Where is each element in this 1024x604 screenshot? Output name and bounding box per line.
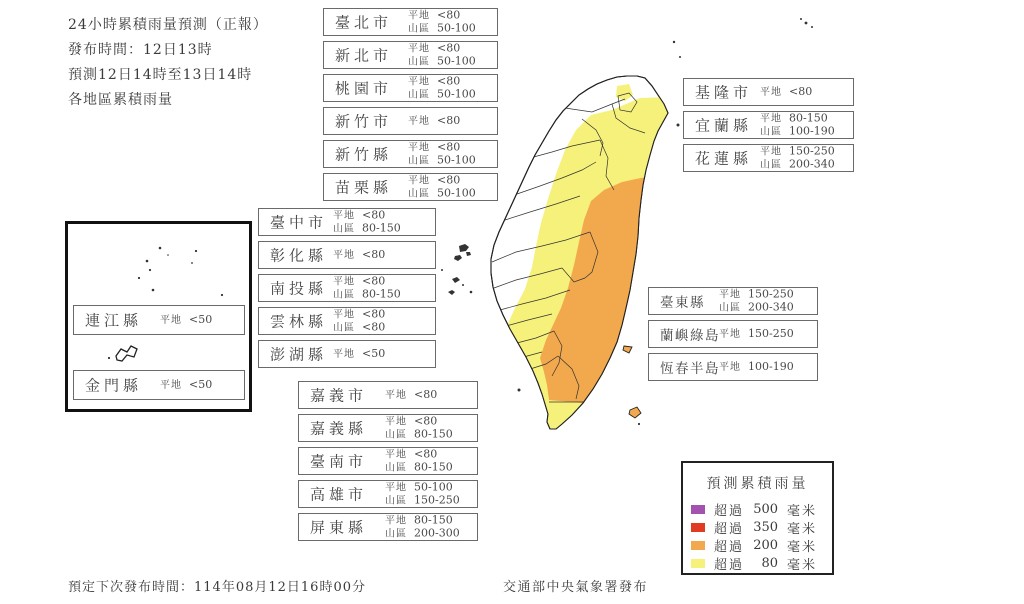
- rainfall-range: <80: [437, 114, 461, 127]
- value-row: [408, 10, 476, 22]
- legend-row: [691, 536, 832, 554]
- value-row: [408, 43, 476, 55]
- region-values: [160, 379, 212, 391]
- region-name: 連江縣: [85, 311, 143, 330]
- rainfall-range: 50-100: [437, 21, 476, 35]
- region-box: [323, 74, 498, 102]
- terrain-label: 平地: [333, 250, 355, 261]
- legend-rows: [691, 500, 832, 572]
- region-name: 恆春半島: [660, 361, 720, 377]
- terrain-label: 山區: [408, 23, 430, 35]
- terrain-label: 平地: [333, 276, 355, 288]
- region-name: 臺東縣: [660, 295, 705, 311]
- rainfall-range: <80: [362, 274, 386, 288]
- region-name: 臺南市: [310, 452, 368, 471]
- terrain-label: 平地: [385, 515, 407, 527]
- region-box: [648, 353, 818, 381]
- legend-unit-label: 毫米: [787, 539, 818, 555]
- terrain-label: 山區: [760, 126, 782, 138]
- legend-exceed-label: 超過: [714, 539, 745, 555]
- rainfall-range: <80: [414, 414, 438, 428]
- rainfall-range: 200-340: [789, 157, 835, 171]
- rainfall-range: <80: [362, 320, 386, 334]
- legend-threshold-value: 500: [753, 501, 779, 517]
- agency-text: 交通部中央氣象署發布: [503, 580, 649, 595]
- legend-color-swatch: [691, 541, 705, 550]
- terrain-label: 平地: [719, 362, 741, 373]
- region-group-kinmen: [73, 370, 245, 405]
- region-name: 彰化縣: [270, 246, 328, 265]
- rainfall-range: 50-100: [437, 186, 476, 200]
- rainfall-range: 80-150: [789, 111, 828, 125]
- value-row: [719, 289, 794, 301]
- rainfall-range: 80-150: [414, 513, 453, 527]
- terrain-label: 平地: [408, 142, 430, 154]
- rainfall-range: 80-150: [362, 287, 401, 301]
- region-values: [385, 449, 453, 474]
- rainfall-range: 80-150: [414, 427, 453, 441]
- value-row: [719, 302, 794, 314]
- region-group-north: [323, 8, 498, 206]
- value-row: [760, 126, 835, 138]
- value-row: [760, 146, 835, 158]
- region-box: [648, 287, 818, 315]
- region-values: [408, 76, 476, 101]
- region-values: [385, 416, 453, 441]
- terrain-label: 平地: [760, 146, 782, 158]
- value-row: [333, 223, 401, 235]
- legend-color-swatch: [691, 559, 705, 568]
- terrain-label: 平地: [160, 315, 182, 326]
- value-row: [385, 449, 453, 461]
- value-row: [333, 348, 385, 360]
- region-box: [648, 320, 818, 348]
- legend-box: [681, 461, 834, 575]
- rainfall-range: 50-100: [437, 87, 476, 101]
- region-box: [323, 41, 498, 69]
- rainfall-range: 80-150: [362, 221, 401, 235]
- forecast-window-line: 預測12日14時至13日14時: [68, 67, 253, 83]
- value-row: [160, 314, 212, 326]
- value-row: [333, 210, 401, 222]
- region-values: [760, 86, 812, 98]
- rainfall-range: 200-340: [748, 300, 794, 314]
- rainfall-range: 200-300: [414, 526, 460, 540]
- terrain-label: 平地: [333, 210, 355, 222]
- region-name: 雲林縣: [270, 312, 328, 331]
- region-values: [385, 482, 460, 507]
- value-row: [408, 76, 476, 88]
- value-row: [385, 429, 453, 441]
- region-box: [323, 8, 498, 36]
- value-row: [760, 159, 835, 171]
- rainfall-range: <80: [362, 208, 386, 222]
- value-row: [385, 528, 460, 540]
- terrain-label: 平地: [719, 289, 741, 301]
- region-box: [298, 480, 478, 508]
- rainfall-range: <80: [362, 248, 386, 261]
- legend-row: [691, 554, 832, 572]
- region-name: 屏東縣: [310, 518, 368, 537]
- rainfall-range: <80: [437, 140, 461, 154]
- rainfall-range: 50-100: [437, 153, 476, 167]
- value-row: [408, 155, 476, 167]
- region-values: [333, 276, 401, 301]
- region-name: 花蓮縣: [695, 149, 753, 168]
- terrain-label: 山區: [333, 322, 355, 334]
- region-values: [760, 146, 835, 171]
- legend-title: 預測累積雨量: [706, 476, 809, 492]
- value-row: [719, 361, 794, 373]
- value-row: [408, 56, 476, 68]
- legend-threshold-value: 200: [753, 537, 779, 553]
- region-values: [719, 289, 794, 314]
- region-box: [298, 381, 478, 409]
- region-name: 基隆市: [695, 83, 753, 102]
- terrain-label: 平地: [385, 482, 407, 494]
- region-group-midwest: [258, 208, 436, 373]
- region-values: [408, 175, 476, 200]
- region-box: [298, 414, 478, 442]
- region-box: [258, 340, 436, 368]
- value-row: [385, 462, 453, 474]
- value-row: [408, 89, 476, 101]
- value-row: [333, 309, 385, 321]
- legend-exceed-label: 超過: [714, 521, 745, 537]
- rainfall-range: 50-100: [437, 54, 476, 68]
- value-row: [719, 328, 794, 340]
- terrain-label: 平地: [719, 329, 741, 340]
- legend-exceed-label: 超過: [714, 557, 745, 573]
- legend-color-swatch: [691, 505, 705, 514]
- region-name: 臺北市: [335, 13, 393, 32]
- region-name: 桃園市: [335, 79, 393, 98]
- region-group-lienchiang: [73, 305, 245, 340]
- terrain-label: 山區: [760, 159, 782, 171]
- region-box: [258, 241, 436, 269]
- region-name: 新竹市: [335, 112, 393, 131]
- terrain-label: 山區: [385, 495, 407, 507]
- rainfall-range: 100-190: [789, 124, 835, 138]
- value-row: [160, 379, 212, 391]
- region-box: [258, 274, 436, 302]
- legend-unit-label: 毫米: [787, 557, 818, 573]
- rainfall-range: 100-190: [748, 360, 794, 373]
- value-row: [760, 86, 812, 98]
- region-name: 金門縣: [85, 376, 143, 395]
- region-group-northeast: [683, 78, 854, 177]
- legend-row: [691, 518, 832, 536]
- terrain-label: 平地: [333, 349, 355, 360]
- rainfall-range: <80: [437, 173, 461, 187]
- region-values: [719, 361, 794, 373]
- terrain-label: 平地: [408, 10, 430, 22]
- rainfall-range: 150-250: [414, 493, 460, 507]
- region-name: 新北市: [335, 46, 393, 65]
- green-island: [623, 346, 632, 353]
- title-line: 24小時累積雨量預測（正報）: [68, 17, 268, 33]
- region-box: [683, 78, 854, 106]
- value-row: [385, 389, 437, 401]
- title-block: [68, 13, 268, 113]
- region-values: [760, 113, 835, 138]
- region-name: 嘉義市: [310, 386, 368, 405]
- region-values: [385, 389, 437, 401]
- value-row: [760, 113, 835, 125]
- region-values: [408, 142, 476, 167]
- rainfall-range: <50: [189, 378, 213, 391]
- terrain-label: 平地: [333, 309, 355, 321]
- terrain-label: 山區: [385, 462, 407, 474]
- value-row: [333, 322, 385, 334]
- value-row: [333, 289, 401, 301]
- issue-time-line: 發布時間：12日13時: [68, 42, 213, 58]
- region-box: [683, 111, 854, 139]
- rainfall-range: 150-250: [789, 144, 835, 158]
- rainfall-range: <80: [414, 447, 438, 461]
- terrain-label: 山區: [333, 289, 355, 301]
- region-name: 臺中市: [270, 213, 328, 232]
- region-box: [298, 447, 478, 475]
- rainfall-range: <80: [437, 8, 461, 22]
- next-release-text: 預定下次發布時間：114年08月12日16時00分: [68, 580, 366, 595]
- terrain-label: 平地: [408, 76, 430, 88]
- terrain-label: 山區: [385, 429, 407, 441]
- region-name: 澎湖縣: [270, 345, 328, 364]
- terrain-label: 山區: [408, 56, 430, 68]
- terrain-label: 山區: [719, 302, 741, 314]
- outlying-islands-box: [65, 221, 252, 412]
- region-box: [323, 140, 498, 168]
- orchid-island: [629, 407, 641, 418]
- region-values: [719, 328, 794, 340]
- value-row: [408, 175, 476, 187]
- region-box: [258, 307, 436, 335]
- region-name: 高雄市: [310, 485, 368, 504]
- value-row: [385, 482, 460, 494]
- region-box: [73, 305, 245, 335]
- value-row: [408, 23, 476, 35]
- region-group-southeast: [648, 287, 818, 386]
- legend-row: [691, 500, 832, 518]
- region-values: [408, 43, 476, 68]
- terrain-label: 平地: [408, 43, 430, 55]
- rainfall-range: 80-150: [414, 460, 453, 474]
- terrain-label: 平地: [760, 87, 782, 98]
- legend-exceed-label: 超過: [714, 503, 745, 519]
- rainfall-range: <80: [414, 388, 438, 401]
- region-name: 南投縣: [270, 279, 328, 298]
- value-row: [408, 188, 476, 200]
- subtitle-line: 各地區累積雨量: [68, 92, 173, 108]
- region-values: [408, 115, 460, 127]
- terrain-label: 山區: [385, 528, 407, 540]
- terrain-label: 平地: [408, 175, 430, 187]
- terrain-label: 平地: [160, 380, 182, 391]
- region-box: [683, 144, 854, 172]
- rainfall-range: <80: [437, 41, 461, 55]
- region-name: 新竹縣: [335, 145, 393, 164]
- region-name: 嘉義縣: [310, 419, 368, 438]
- region-name: 宜蘭縣: [695, 116, 753, 135]
- region-values: [385, 515, 460, 540]
- legend-unit-label: 毫米: [787, 503, 818, 519]
- region-name: 蘭嶼綠島: [660, 328, 720, 344]
- legend-threshold-value: 350: [753, 519, 779, 535]
- value-row: [408, 115, 460, 127]
- terrain-label: 山區: [408, 89, 430, 101]
- value-row: [385, 416, 453, 428]
- region-box: [323, 107, 498, 135]
- terrain-label: 平地: [385, 449, 407, 461]
- terrain-label: 平地: [385, 416, 407, 428]
- terrain-label: 山區: [408, 188, 430, 200]
- region-group-south: [298, 381, 478, 546]
- rainfall-range: <50: [362, 347, 386, 360]
- rainfall-range: 150-250: [748, 287, 794, 301]
- legend-threshold-value: 80: [761, 555, 779, 571]
- region-values: [333, 348, 385, 360]
- value-row: [408, 142, 476, 154]
- rainfall-range: <80: [437, 74, 461, 88]
- value-row: [333, 276, 401, 288]
- rainfall-range: <80: [362, 307, 386, 321]
- value-row: [333, 249, 385, 261]
- legend-unit-label: 毫米: [787, 521, 818, 537]
- region-box: [323, 173, 498, 201]
- region-box: [298, 513, 478, 541]
- region-box: [258, 208, 436, 236]
- terrain-label: 平地: [408, 116, 430, 127]
- value-row: [385, 515, 460, 527]
- penghu-islands: [441, 244, 472, 295]
- region-values: [333, 210, 401, 235]
- rainfall-range: <50: [189, 313, 213, 326]
- region-values: [333, 309, 385, 334]
- terrain-label: 山區: [333, 223, 355, 235]
- rainfall-range: 150-250: [748, 327, 794, 340]
- region-name: 苗栗縣: [335, 178, 393, 197]
- region-box: [73, 370, 245, 400]
- terrain-label: 平地: [385, 390, 407, 401]
- rainfall-range: <80: [789, 85, 813, 98]
- value-row: [385, 495, 460, 507]
- region-values: [160, 314, 212, 326]
- terrain-label: 山區: [408, 155, 430, 167]
- terrain-label: 平地: [760, 113, 782, 125]
- legend-color-swatch: [691, 523, 705, 532]
- rainfall-range: 50-100: [414, 480, 453, 494]
- region-values: [408, 10, 476, 35]
- region-values: [333, 249, 385, 261]
